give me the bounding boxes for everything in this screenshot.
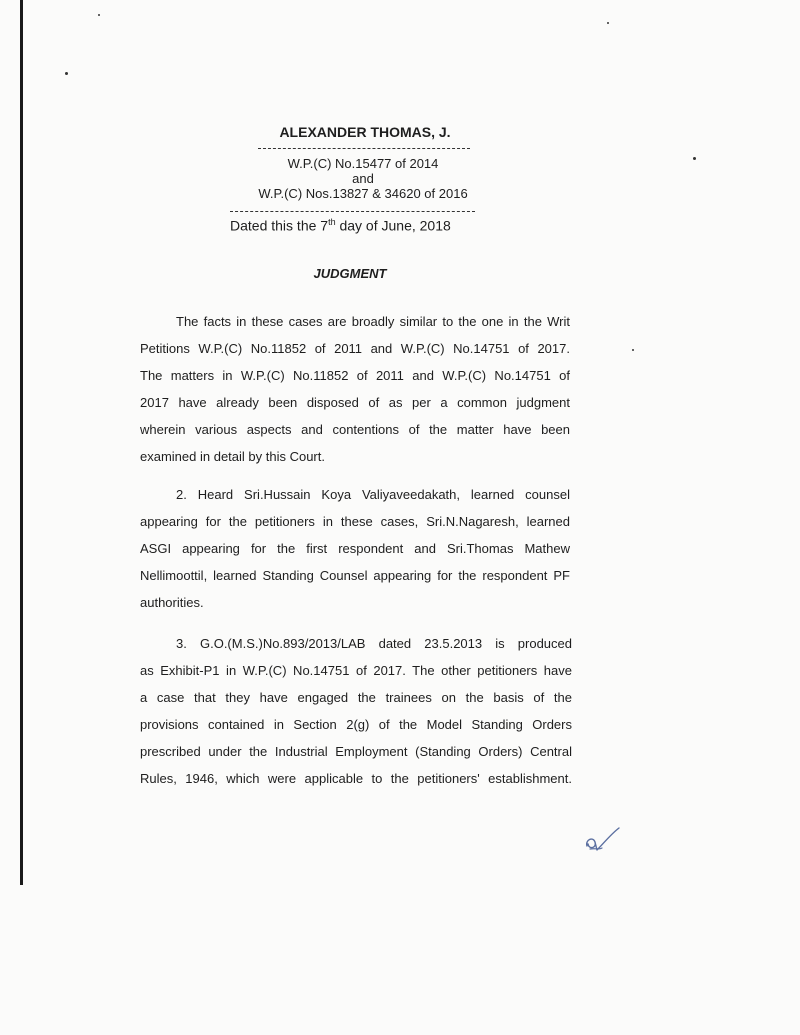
date-prefix: Dated this the 7 <box>230 217 329 234</box>
paragraph-line: The matters in W.P.(C) No.11852 of 2011 and W.P.(C) No.14751 of <box>140 368 570 383</box>
divider-line <box>258 148 470 149</box>
paragraph-line: wherein various aspects and contentions of the matter have been <box>140 422 570 437</box>
paragraph-line: appearing for the petitioners in these cases, Sri.N.Nagaresh, learned <box>140 514 570 529</box>
paragraph-line: examined in detail by this Court. <box>140 449 325 464</box>
case-number-line: W.P.(C) Nos.13827 & 34620 of 2016 <box>258 186 468 201</box>
paragraph-line: a case that they have engaged the trainees on the basis of the <box>140 690 572 705</box>
section-heading: JUDGMENT <box>313 266 387 281</box>
paragraph-2 <box>140 481 570 616</box>
scan-speck <box>65 72 68 75</box>
paragraph-line: 2017 have already been disposed of as per a common judgment <box>140 395 570 410</box>
case-numbers <box>248 156 478 201</box>
paragraph-line: prescribed under the Industrial Employment (Standing Orders) Central <box>140 744 572 759</box>
divider-line <box>230 211 475 212</box>
judge-name: ALEXANDER THOMAS, J. <box>279 124 451 140</box>
paragraph-1 <box>140 308 570 470</box>
scan-speck <box>632 349 634 351</box>
scan-edge-line <box>20 0 23 885</box>
paragraph-line: ASGI appearing for the first respondent and Sri.Thomas Mathew <box>140 541 570 556</box>
handwritten-initials <box>583 826 623 856</box>
paragraph-line: Rules, 1946, which were applicable to the petitioners' establishment. <box>140 771 572 786</box>
paragraph-line: The facts in these cases are broadly similar to the one in the Writ <box>176 314 570 329</box>
paragraph-line: 3. G.O.(M.S.)No.893/2013/LAB dated 23.5.2013 is produced <box>176 636 572 651</box>
paragraph-line: provisions contained in Section 2(g) of the Model Standing Orders <box>140 717 572 732</box>
scan-speck <box>607 22 609 24</box>
scan-speck <box>693 157 696 160</box>
date-ordinal: th <box>328 217 336 227</box>
paragraph-line: 2. Heard Sri.Hussain Koya Valiyaveedakath, learned counsel <box>176 487 570 502</box>
scan-speck <box>98 14 100 16</box>
case-number-line: W.P.(C) No.15477 of 2014 <box>287 156 439 171</box>
judgment-date <box>230 217 475 234</box>
paragraph-line: Nellimoottil, learned Standing Counsel appearing for the respondent PF <box>140 568 570 583</box>
case-number-conjunction: and <box>352 171 374 186</box>
date-suffix: day of June, 2018 <box>335 217 451 234</box>
paragraph-line: authorities. <box>140 595 204 610</box>
paragraph-3 <box>140 630 572 792</box>
paragraph-line: Petitions W.P.(C) No.11852 of 2011 and W.P.(C) No.14751 of 2017. <box>140 341 570 356</box>
paragraph-line: as Exhibit-P1 in W.P.(C) No.14751 of 2017. The other petitioners have <box>140 663 572 678</box>
